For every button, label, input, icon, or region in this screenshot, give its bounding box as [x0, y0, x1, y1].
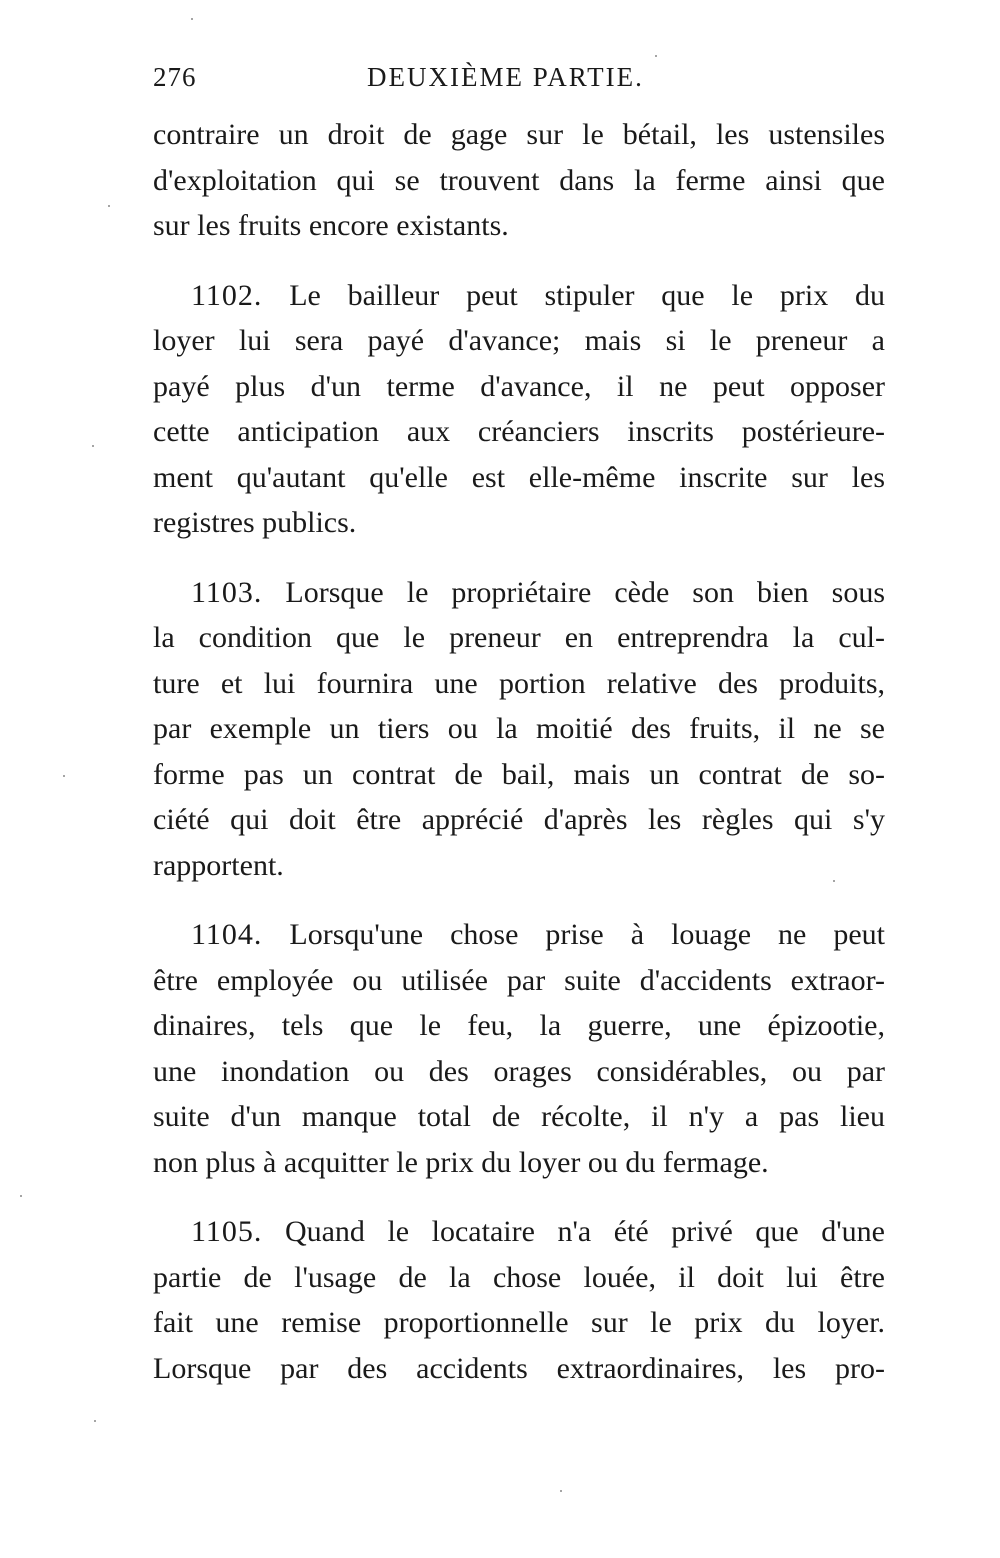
scan-speck — [63, 775, 65, 777]
running-title: DEUXIÈME PARTIE. — [367, 62, 644, 92]
paragraph-article-1102 — [153, 273, 885, 546]
text-line: payé plus d'un terme d'avance, il ne peut opposer — [153, 369, 885, 403]
text-line: 1105. Quand le locataire n'a été privé que d'une — [191, 1215, 885, 1248]
text-line: loyer lui sera payé d'avance; mais si le preneur a — [153, 324, 885, 357]
scan-speck — [655, 55, 657, 57]
article-number: 1103. — [191, 575, 263, 609]
scan-speck — [94, 1420, 96, 1422]
text-line: ture et lui fournira une portion relative des produits, — [153, 666, 885, 700]
text-line: cette anticipation aux créanciers inscrits postérieure- — [153, 415, 885, 448]
scan-speck — [560, 1490, 562, 1492]
text-line: registres publics. — [153, 506, 357, 539]
scan-speck — [20, 1195, 22, 1197]
text-line: être employée ou utilisée par suite d'accidents extraor- — [153, 963, 885, 997]
article-number: 1105. — [191, 1215, 263, 1248]
text-line: fait une remise proportionnelle sur le prix du loyer. — [153, 1306, 885, 1339]
paragraph-article-1104 — [153, 912, 885, 1185]
article-number: 1104. — [191, 918, 263, 951]
page-header — [153, 62, 885, 102]
text-line: 1102. Le bailleur peut stipuler que le prix du — [191, 278, 886, 312]
text-line: partie de l'usage de la chose louée, il doit lui être — [153, 1260, 885, 1294]
page-number: 276 — [153, 62, 197, 92]
text-line: d'exploitation qui se trouvent dans la ferme ainsi que — [153, 163, 885, 197]
text-line: contraire un droit de gage sur le bétail, les ustensiles — [153, 118, 885, 151]
text-line: Lorsque par des accidents extraordinaires, les pro- — [153, 1351, 885, 1385]
body-text — [153, 112, 885, 1391]
text-line: dinaires, tels que le feu, la guerre, une épizootie, — [153, 1009, 885, 1042]
paragraph-article-1105 — [153, 1209, 885, 1391]
text-line: ciété qui doit être apprécié d'après les règles qui s'y — [153, 803, 885, 836]
scan-speck — [191, 18, 193, 20]
text-line: suite d'un manque total de récolte, il n'y a pas lieu — [153, 1100, 885, 1133]
text-line: par exemple un tiers ou la moitié des fruits, il ne se — [153, 712, 885, 745]
text-line: ment qu'autant qu'elle est elle-même inscrite sur les — [153, 460, 885, 494]
scan-speck — [108, 205, 110, 207]
text-line: 1103. Lorsque le propriétaire cède son bien sous — [191, 575, 885, 609]
text-line: une inondation ou des orages considérables, ou par — [153, 1054, 885, 1088]
paragraph-continuation — [153, 112, 885, 249]
text-line: la condition que le preneur en entreprendra la cul- — [153, 621, 885, 654]
text-line: forme pas un contrat de bail, mais un contrat de so- — [153, 757, 885, 791]
text-line: non plus à acquitter le prix du loyer ou du fermage. — [153, 1145, 769, 1179]
text-line: 1104. Lorsqu'une chose prise à louage ne peut — [191, 918, 885, 951]
text-line: rapportent. — [153, 848, 284, 882]
scan-speck — [833, 880, 835, 882]
scan-speck — [92, 445, 94, 447]
article-number: 1102. — [191, 278, 263, 312]
paragraph-article-1103 — [153, 570, 885, 889]
text-line: sur les fruits encore existants. — [153, 209, 509, 242]
